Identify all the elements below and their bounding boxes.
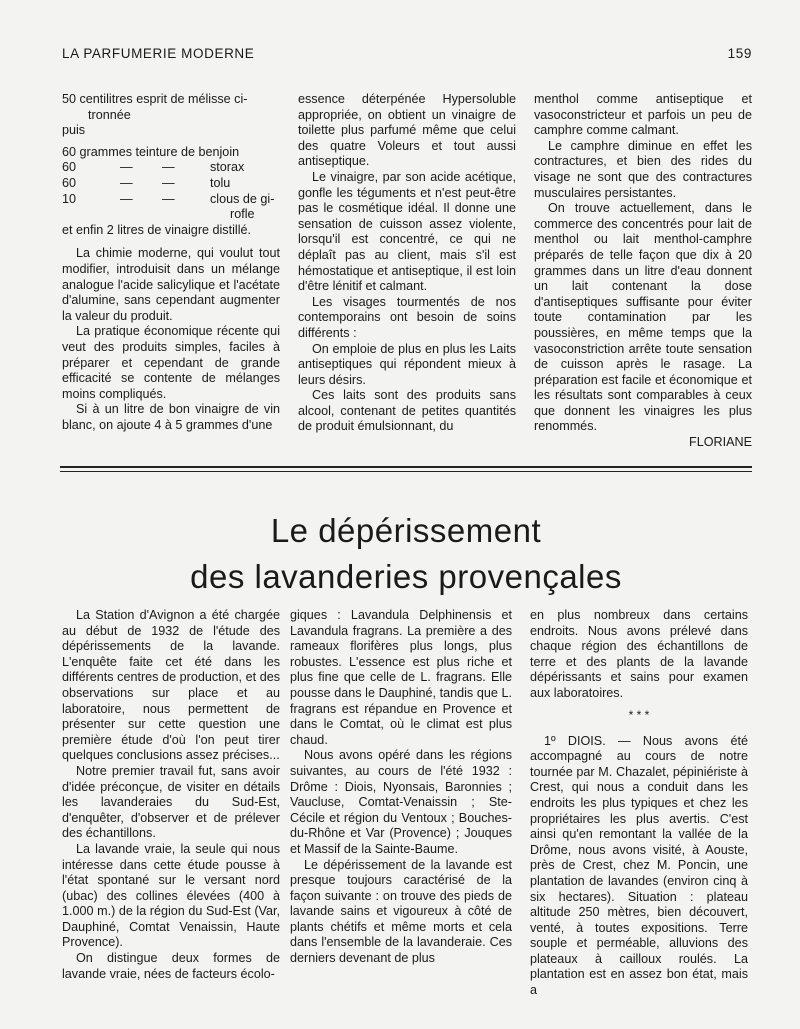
article-column-2 [290, 608, 512, 967]
journal-title: LA PARFUMERIE MODERNE [62, 46, 255, 61]
top-column-1 [62, 92, 280, 433]
recipe-line: rofle [230, 207, 255, 222]
paragraph: giques : Lavandula Delphinensis et Lavandula fragrans. La première a des rameaux florifères plus longs, plus robustes. L'essence est plus riche et plus fine que celle de L. fragrans. Elle pousse dans le Dauphiné, tandis que L. fragrans est répandue en Provence et dans le Comtat, où le climat est plus chaud. [290, 608, 512, 747]
recipe-row [62, 160, 280, 176]
section-divider [60, 466, 752, 472]
paragraph: On trouve actuellement, dans le commerce des concentrés pour lait de menthol ou lait menthol-camphre préparés de telle façon que dix à 20 grammes dans un litre d'eau donnent un lait contenant la dose d'antiseptiques suffisante pour éviter toute contamination par les poussières, en même temps que la vasoconstriction arrête toute sensation de cuisson après le rasage. La préparation est facile et économique et les résultats sont comparables à ceux que donnent les vinaigres les plus renommés. [534, 201, 752, 434]
recipe-line: 60 grammes teinture de benjoin [62, 144, 240, 159]
recipe-row [62, 192, 280, 208]
ditto-mark: — [162, 160, 175, 175]
top-column-2 [298, 92, 516, 435]
paragraph: en plus nombreux dans certains endroits. Nous avons prélevé dans chaque région des échantillons de terre et des plants de la lavande dépérissants et sains pour examen aux laboratoires. [530, 608, 748, 700]
paragraph: On emploie de plus en plus les Laits antiseptiques qui répondent mieux à leurs désirs. [298, 341, 516, 387]
article-title [60, 508, 752, 600]
article-column-3 [530, 608, 748, 999]
recipe-qty: 10 [62, 191, 77, 206]
article-column-1 [62, 608, 280, 982]
paragraph: La chimie moderne, qui voulut tout modifier, introduisit dans un mélange analogue l'acide salicylique et l'acétate d'alumine, sans cependant augmenter la valeur du produit. [62, 246, 280, 323]
paragraph: Le camphre diminue en effet les contractures, et bien des rides du visage ne sont que des contractures musculaires persistantes. [534, 138, 752, 200]
recipe-line: 50 centilitres esprit de mélisse ci- [62, 92, 248, 106]
ditto-mark: — [120, 191, 133, 206]
paragraph: Si à un litre de bon vinaigre de vin blanc, on ajoute 4 à 5 grammes d'une [62, 402, 280, 432]
paragraph: essence déterpénée Hypersoluble appropriée, on obtient un vinaigre de toilette plus parfumé même que celui des quatre Voleurs et tout aussi antiseptique. [298, 92, 516, 169]
paragraph: menthol comme antiseptique et vasoconstricteur et parfois un peu de camphre comme calmant. [534, 92, 752, 138]
recipe-item: clous de gi- [210, 191, 275, 206]
paragraph: Le vinaigre, par son acide acétique, gonfle les téguments et n'est peut-être pas le cosmétique idéal. Il donne une sensation de cuisson assez violente, lorsqu'il est concentré, ce qui ne déplaît pas au client, mais s'il est hémostatique et antiseptique, il est loin d'être lénitif et calmant. [298, 169, 516, 294]
article-title-line: Le dépérissement [270, 512, 542, 549]
asterism: * * * [628, 707, 650, 722]
paragraph: 1º DIOIS. — Nous avons été accompagné au cours de notre tournée par M. Chazalet, pépiniériste à Crest, qui nous a conduit dans les endroits les plus typiques et chez les propriétaires les plus avertis. C'est ainsi qu'en remontant la vallée de la Drôme, nous avons visité, à Aouste, près de Crest, chez M. Poncin, une plantation de lavandes (environ cinq à six hectares). Situation : plateau altitude 250 mètres, bien découvert, venté, à toutes expositions. Terre souple et perméable, alluvions des plateaux à cailloux roulés. La plantation est en assez bon état, mais a [530, 733, 748, 998]
paragraph: La lavande vraie, la seule qui nous intéresse dans cette étude pousse à l'état spontané sur le versant nord (ubac) des collines élevées (400 à 1.000 m.) de la région du Sud-Est (Var, Dauphiné, Comtat Venaissin, Haute Provence). [62, 841, 280, 950]
top-column-3 [534, 92, 752, 451]
paragraph: La pratique économique récente qui veut des produits simples, faciles à préparer et cependant de grande efficacité se contente de mélanges moins compliqués. [62, 324, 280, 401]
paragraph: Le dépérissement de la lavande est presque toujours caractérisé de la façon suivante : on trouve des pieds de lavande sains et vigoureux à côté de plants chétifs et même morts et cela dans l'ensemble de la lavanderaie. Ces derniers devenant de plus [290, 857, 512, 966]
recipe-item: storax [210, 160, 245, 175]
paragraph: Ces laits sont des produits sans alcool, contenant de petites quantités de produit émulsionnant, du [298, 388, 516, 434]
recipe-list [62, 92, 280, 238]
paragraph: Les visages tourmentés de nos contemporains ont besoin de soins différents : [298, 294, 516, 340]
recipe-line: tronnée [88, 107, 131, 122]
recipe-line: et enfin 2 litres de vinaigre distillé. [62, 222, 252, 237]
paragraph: On distingue deux formes de lavande vraie, nées de facteurs écolo- [62, 951, 280, 981]
recipe-qty: 60 [62, 175, 77, 190]
article-title-line: des lavanderies provençales [190, 558, 622, 595]
paragraph: Nous avons opéré dans les régions suivantes, au cours de l'été 1932 : Drôme : Diois, Nyonsais, Baronnies ; Vaucluse, Comtat-Venaissin ; Ste-Cécile et région du Ventoux ; Bouches-du-Rhône et Var (Provence) ; Jouques et Massif de la Sainte-Baume. [290, 748, 512, 856]
author-signature: FLORIANE [689, 435, 752, 450]
recipe-row [62, 176, 280, 192]
ditto-mark: — [120, 160, 133, 175]
paragraph: Notre premier travail fut, sans avoir d'idée préconçue, de visiter en détails les lavanderaies du Sud-Est, d'enquêter, d'observer et de prélever des échantillons. [62, 763, 280, 841]
recipe-qty: 60 [62, 160, 77, 175]
page-number: 159 [727, 46, 752, 61]
recipe-item: tolu [210, 175, 231, 190]
ditto-mark: — [162, 175, 175, 190]
paragraph: La Station d'Avignon a été chargée au début de 1932 de l'étude des dépérissements de la lavande. L'enquête faite cet été dans les différents centres de production, et des observations sur place et au laboratoire, nous permettent de présenter sur cette question une première étude d'où l'on peut tirer quelques conclusions assez précises... [62, 608, 280, 763]
recipe-line: puis [62, 123, 86, 138]
ditto-mark: — [120, 175, 133, 190]
ditto-mark: — [162, 191, 175, 206]
